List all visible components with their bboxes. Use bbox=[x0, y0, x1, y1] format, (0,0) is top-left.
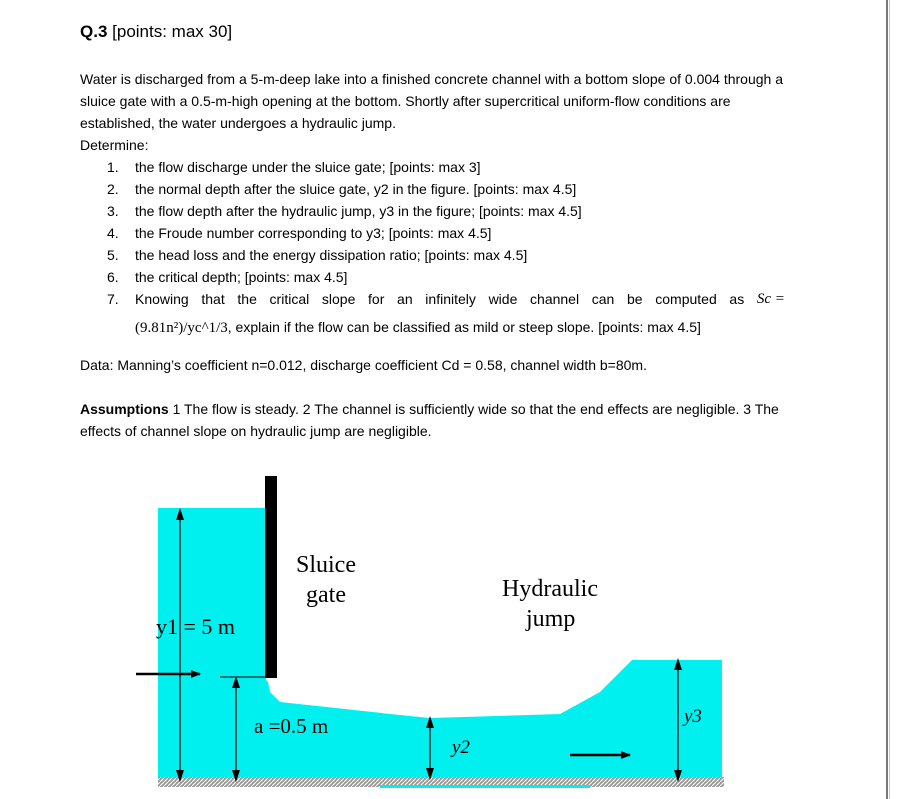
task7-word: slope bbox=[321, 291, 356, 307]
a-label: a =0.5 m bbox=[254, 714, 329, 738]
task-text: the normal depth after the sluice gate, y2 in the figure. [points: max 4.5] bbox=[135, 181, 577, 197]
task-item bbox=[80, 266, 800, 288]
assumptions-text: 1 The flow is steady. 2 The channel is sufficiently wide so that the end effects are negligible. 3 The effects of channel slope on hydraulic jump are negligible. bbox=[80, 401, 779, 439]
task-text: the Froude number corresponding to y3; [points: max 4.5] bbox=[135, 225, 492, 241]
task-item bbox=[80, 156, 800, 178]
assumptions-label: Assumptions bbox=[80, 401, 169, 417]
sluice-gate bbox=[265, 476, 277, 678]
task-item bbox=[80, 222, 800, 244]
task7-word: as bbox=[729, 291, 745, 307]
gate-label-gate: gate bbox=[306, 582, 346, 608]
task7-word: the bbox=[237, 291, 257, 307]
task7-line2 bbox=[135, 316, 800, 339]
critical-slope-formula: (9.81n²)/yc^1/3 bbox=[135, 320, 228, 336]
task7-word: channel bbox=[530, 291, 580, 307]
task7-word: for bbox=[368, 291, 385, 307]
task-text: the head loss and the energy dissipation ratio; [points: max 4.5] bbox=[135, 247, 528, 263]
y3-label: y3 bbox=[684, 706, 702, 727]
critical-slope-symbol: Sc = bbox=[756, 291, 785, 307]
assumptions bbox=[80, 398, 800, 442]
question-points: [points: max 30] bbox=[112, 22, 233, 41]
reservoir-water bbox=[158, 508, 266, 782]
task-text: the flow discharge under the sluice gate; [points: max 3] bbox=[135, 159, 481, 175]
task-item bbox=[80, 178, 800, 200]
sluice-gate-figure bbox=[0, 470, 898, 799]
data-line: Data: Manning’s coefficient n=0.012, discharge coefficient Cd = 0.58, channel width b=80m. bbox=[80, 357, 647, 373]
channel-bed-edge bbox=[380, 785, 590, 788]
task-number: 6. bbox=[107, 269, 119, 285]
task7-word: be bbox=[627, 291, 643, 307]
task7-word: an bbox=[397, 291, 413, 307]
task-number: 5. bbox=[107, 247, 119, 263]
task-item-7 bbox=[80, 288, 800, 338]
y2-label: y2 bbox=[452, 737, 470, 758]
task-number: 4. bbox=[107, 225, 119, 241]
task7-word: that bbox=[201, 291, 225, 307]
task-number: 3. bbox=[107, 203, 119, 219]
jump-label-jump: jump bbox=[526, 606, 576, 632]
determine-label: Determine: bbox=[80, 137, 149, 153]
task-number: 1. bbox=[107, 159, 119, 175]
task7-word: Knowing bbox=[135, 291, 189, 307]
task7-word: critical bbox=[269, 291, 310, 307]
gate-label-sluice: Sluice bbox=[296, 552, 356, 578]
jump-label-hydraulic: Hydraulic bbox=[502, 576, 598, 602]
task-number: 2. bbox=[107, 181, 119, 197]
task-number: 7. bbox=[107, 291, 119, 307]
task7-word: computed bbox=[655, 291, 717, 307]
task7-word: infinitely bbox=[425, 291, 476, 307]
task-list bbox=[80, 156, 800, 338]
question-label: Q.3 bbox=[80, 22, 108, 41]
task-item bbox=[80, 244, 800, 266]
y1-label: y1 = 5 m bbox=[156, 614, 236, 639]
task-text: the critical depth; [points: max 4.5] bbox=[135, 269, 348, 285]
task7-word: wide bbox=[488, 291, 518, 307]
task7-line1 bbox=[135, 288, 785, 310]
task7-word: can bbox=[591, 291, 615, 307]
problem-intro: Water is discharged from a 5-m-deep lake into a finished concrete channel with a bottom slope of 0.004 through a sluice gate with a 0.5-m-high opening at the bottom. Shortly after supercritical uniform-flow conditions are established, the water undergoes a hydraulic jump. bbox=[80, 71, 783, 131]
task-item bbox=[80, 200, 800, 222]
question-title bbox=[80, 22, 232, 42]
task7-text-end: , explain if the flow can be classified as mild or steep slope. [points: max 4.5] bbox=[227, 319, 701, 335]
task-text: the flow depth after the hydraulic jump, y3 in the figure; [points: max 4.5] bbox=[135, 203, 582, 219]
